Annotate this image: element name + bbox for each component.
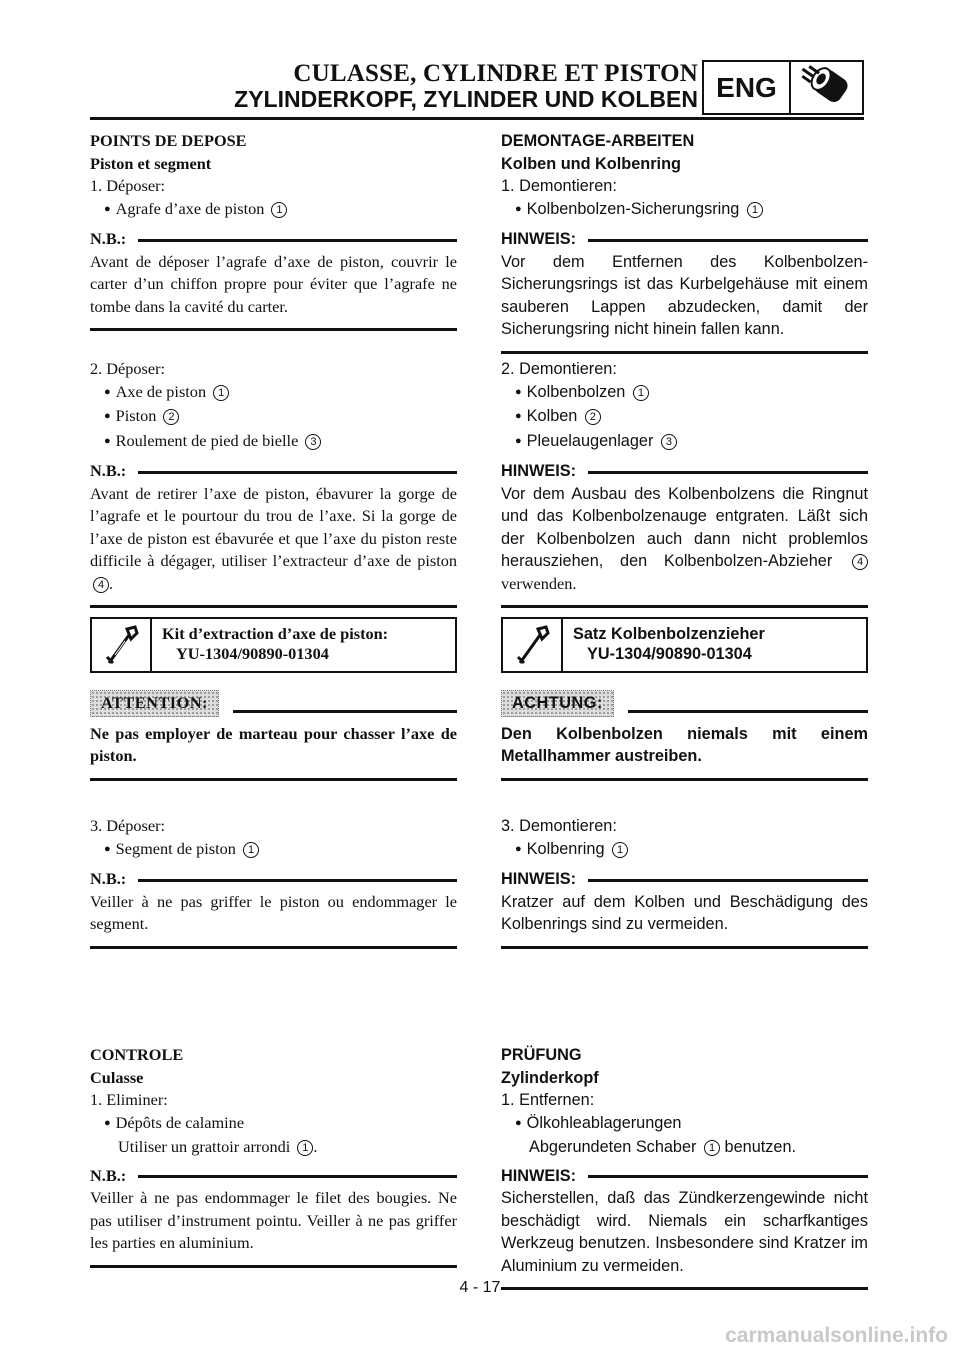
note-text: Veiller à ne pas griffer le piston ou endommager le segment. (90, 891, 457, 933)
wrench-engine-icon (791, 62, 862, 113)
note-text: Sicherstellen, daß das Zündkerzengewinde nicht beschädigt wird. Niemals ein scharfkantiges Werkzeug benutzen. Insbesondere sind Kratzer im Aluminium zu vermeiden. (501, 1189, 868, 1275)
ref-number: 1 (612, 842, 628, 858)
step: 1. Entfernen: (501, 1091, 595, 1109)
list-item: ● Axe de piston 1 (90, 381, 457, 406)
ref-number: 2 (163, 409, 179, 425)
divider (90, 328, 457, 331)
step: 1. Déposer: (90, 176, 166, 195)
list-item: ● Kolbenbolzen-Sicherungsring 1 (501, 198, 868, 223)
tool-number: YU-1304/90890-01304 (176, 644, 329, 663)
step: 2. Demontieren: (501, 360, 617, 378)
ref-number: 3 (305, 434, 321, 450)
tool-name: Satz Kolbenbolzenzieher (573, 625, 765, 643)
ref-number: 3 (661, 434, 677, 450)
section-subtitle: Piston et segment (90, 153, 212, 173)
note-heading: HINWEIS: (501, 868, 868, 891)
section-title: DEMONTAGE-ARBEITEN (501, 132, 695, 150)
list-item-detail: Abgerundeten Schaber 1 benutzen. (529, 1138, 797, 1156)
header-title-fr: CULASSE, CYLINDRE ET PISTON (293, 60, 698, 87)
divider (501, 778, 868, 781)
divider (501, 946, 868, 949)
fr-column-step2 (90, 358, 457, 608)
de-tool-box (501, 617, 868, 673)
note-text: Veiller à ne pas endommager le filet des bougies. Ne pas utiliser d’instrument pointu. Veiller à ne pas griffer les parties en aluminium. (90, 1188, 457, 1252)
divider (90, 778, 457, 781)
language-badge (702, 60, 864, 115)
step: 2. Déposer: (90, 359, 166, 378)
divider (501, 605, 868, 608)
note-text: Vor dem Entfernen des Kolbenbolzen-Sicherungsrings ist das Kurbelgehäuse mit einem sauberen Lappen abzudecken, damit der Sicherungsring nicht hinein fallen kann. (501, 252, 868, 338)
warning-text: Ne pas employer de marteau pour chasser l’axe de piston. (90, 723, 457, 765)
fr-column-top (90, 130, 457, 331)
list-item-detail: Utiliser un grattoir arrondi 1 . (118, 1137, 318, 1156)
fr-column-step3 (90, 815, 457, 949)
note-text: Avant de retirer l’axe de piston, ébavurer la gorge de l’agrafe et le pourtour du trou de l’axe. Si la gorge de l’axe de piston est ébavurée et que l’axe du piston reste difficile à dégager, utiliser l’extracteur d’axe de piston 4 . (90, 483, 457, 593)
de-column-pruefung (501, 1044, 868, 1290)
fr-tool-box (90, 617, 457, 673)
header-rule (90, 117, 864, 120)
divider (501, 351, 868, 354)
list-item: ● Kolbenring 1 (501, 838, 868, 863)
fr-warning (90, 690, 457, 781)
divider (90, 1265, 457, 1268)
de-warning (501, 690, 868, 781)
list-item: ● Dépôts de calamine (90, 1112, 457, 1137)
note-text: Kratzer auf dem Kolben und Beschädigung des Kolbenrings sind zu vermeiden. (501, 892, 868, 933)
warning-label: ACHTUNG: (501, 690, 614, 717)
section-subtitle: Zylinderkopf (501, 1068, 599, 1087)
step: 1. Eliminer: (90, 1090, 168, 1109)
section-title: PRÜFUNG (501, 1046, 582, 1064)
special-tool-icon (92, 619, 152, 671)
ref-number: 1 (704, 1140, 720, 1156)
de-column-step3 (501, 815, 868, 949)
header-title-de: ZYLINDERKOPF, ZYLINDER UND KOLBEN (234, 86, 698, 112)
note-heading: HINWEIS: (501, 228, 868, 251)
note-heading: HINWEIS: (501, 460, 868, 483)
divider (90, 605, 457, 608)
ref-number: 1 (243, 842, 259, 858)
tool-name: Kit d’extraction d’axe de piston: (162, 624, 389, 643)
note-heading: N.B.: (90, 228, 457, 251)
step: 1. Demontieren: (501, 177, 617, 195)
note-text: Vor dem Ausbau des Kolbenbolzens die Ringnut und das Kolbenbolzenauge entgraten. Läßt sich der Kolbenbolzen auch dann nicht problemlos herausziehen, den Kolbenbolzen-Abzieher 4 verwenden. (501, 484, 868, 593)
de-column-top (501, 130, 868, 354)
divider (90, 946, 457, 949)
list-item: ● Agrafe d’axe de piston 1 (90, 198, 457, 223)
ref-number: 1 (297, 1140, 313, 1156)
ref-number: 1 (271, 202, 287, 218)
list-item: ● Segment de piston 1 (90, 838, 457, 863)
language-label: ENG (704, 62, 791, 113)
watermark: carmanualsonline.info (725, 1324, 948, 1347)
note-heading: HINWEIS: (501, 1165, 868, 1188)
list-item: ● Kolben 2 (501, 405, 868, 430)
ref-number: 4 (852, 554, 868, 570)
list-item: ● Piston 2 (90, 405, 457, 430)
ref-number: 1 (213, 385, 229, 401)
ref-number: 4 (93, 577, 109, 593)
ref-number: 2 (585, 409, 601, 425)
warning-text: Den Kolbenbolzen niemals mit einem Metallhammer austreiben. (501, 724, 868, 765)
list-item: ● Pleuelaugenlager 3 (501, 430, 868, 455)
fr-column-controle (90, 1044, 457, 1268)
tool-number: YU-1304/90890-01304 (587, 645, 752, 663)
de-column-step2 (501, 358, 868, 608)
ref-number: 1 (633, 385, 649, 401)
step: 3. Déposer: (90, 816, 166, 835)
warning-label: ATTENTION: (90, 690, 219, 717)
section-title: POINTS DE DEPOSE (90, 131, 247, 150)
step: 3. Demontieren: (501, 817, 617, 835)
note-heading: N.B.: (90, 460, 457, 483)
note-text: Avant de déposer l’agrafe d’axe de piston, couvrir le carter d’un chiffon propre pour éviter que l’agrafe ne tombe dans la cavité du carter. (90, 251, 457, 316)
section-subtitle: Culasse (90, 1067, 144, 1087)
section-subtitle: Kolben und Kolbenring (501, 154, 681, 173)
note-heading: N.B.: (90, 1165, 457, 1188)
page-number: 4 - 17 (459, 1279, 501, 1296)
ref-number: 1 (747, 202, 763, 218)
list-item: ● Kolbenbolzen 1 (501, 381, 868, 406)
note-heading: N.B.: (90, 868, 457, 891)
list-item: ● Roulement de pied de bielle 3 (90, 430, 457, 455)
section-title: CONTROLE (90, 1045, 184, 1064)
list-item: ● Ölkohleablagerungen (501, 1112, 868, 1137)
special-tool-icon (503, 619, 563, 671)
